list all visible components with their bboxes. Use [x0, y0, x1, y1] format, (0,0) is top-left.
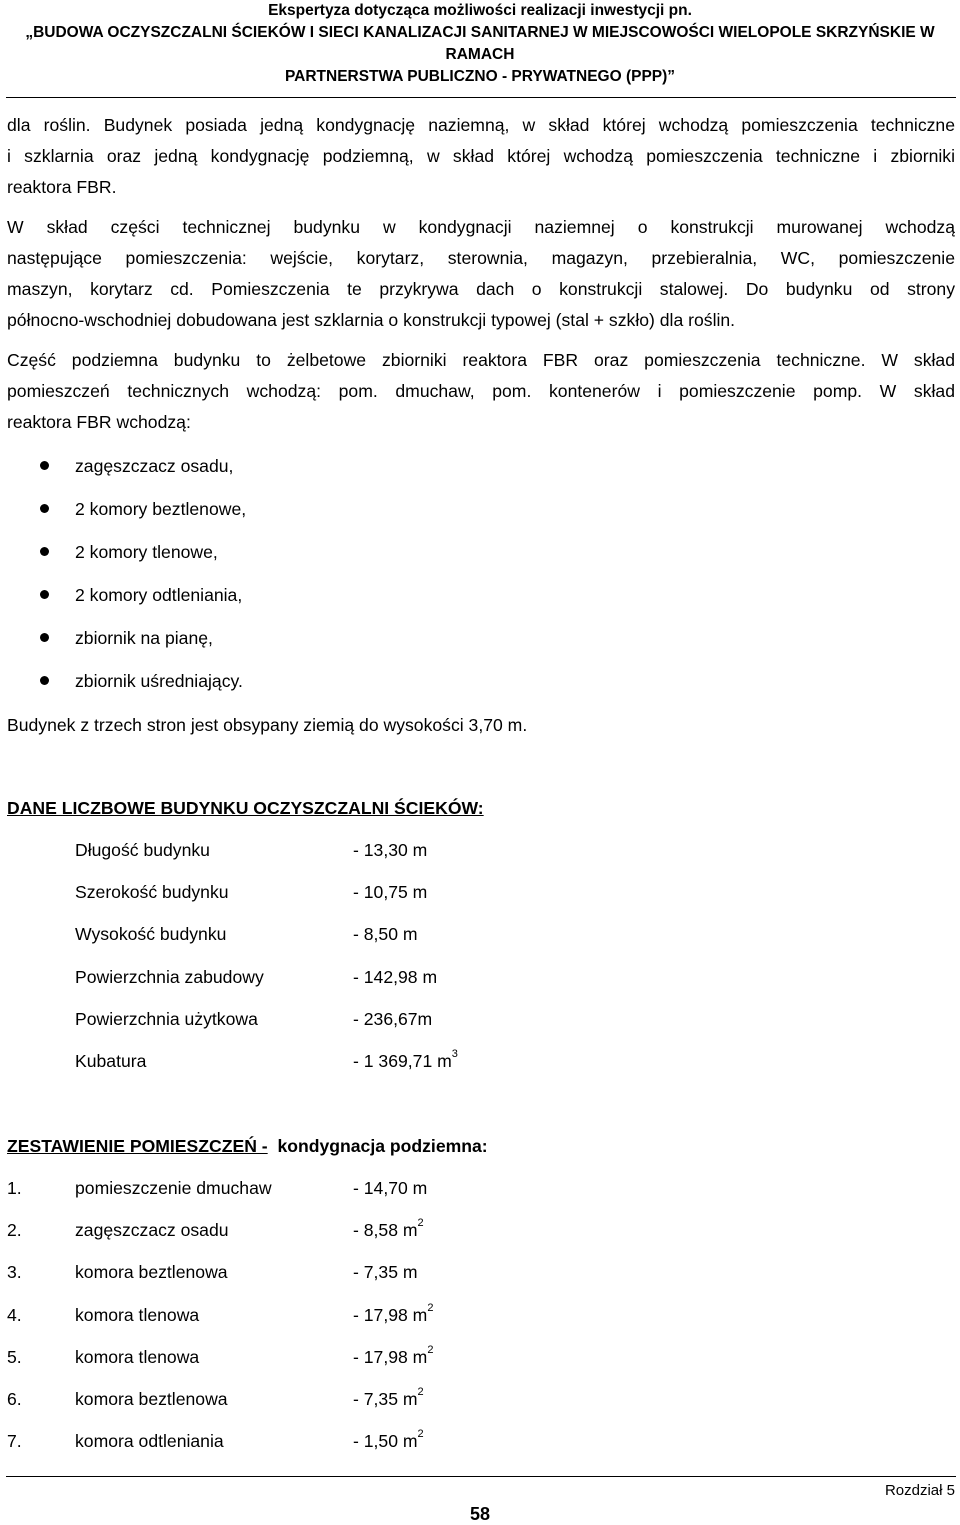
row-number: 1. [7, 1178, 22, 1198]
data-value: - 142,98 m [353, 966, 438, 987]
footer-divider [6, 1476, 956, 1477]
row-number: 2. [7, 1220, 22, 1241]
row-number: 3. [7, 1262, 22, 1283]
section-title-building-data: DANE LICZBOWE BUDYNKU OCZYSZCZALNI ŚCIEKÓW: [7, 798, 484, 818]
paragraph-2 [7, 212, 955, 336]
row-number: 7. [7, 1431, 22, 1452]
list-item-text: 2 komory odtleniania, [75, 585, 243, 605]
row-value: - 1,50 $m^2$ [353, 1428, 424, 1452]
row-value: - 7,35 m [353, 1262, 418, 1283]
row-value: - 8,58 $m^2$ [353, 1217, 424, 1241]
list-item-text: zbiornik na pianę, [75, 628, 213, 648]
text-line: Budynek z trzech stron jest obsypany ziemią do wysokości 3,70 m. [7, 715, 528, 735]
row-label: zagęszczacz osadu [75, 1220, 229, 1241]
section-title-part-a: ZESTAWIENIE POMIESZCZEŃ - [7, 1136, 268, 1156]
bullet-icon [40, 590, 49, 599]
document-header [0, 0, 960, 88]
data-label: Kubatura [75, 1050, 147, 1071]
text-line: reaktora FBR. [7, 177, 117, 197]
page-number: 58 [469, 1504, 491, 1524]
data-label: Powierzchnia użytkowa [75, 1008, 258, 1029]
paragraph-4 [7, 710, 955, 741]
data-label: Powierzchnia zabudowy [75, 966, 264, 987]
data-label: Długość budynku [75, 840, 210, 860]
list-item-text: 2 komory tlenowe, [75, 542, 218, 562]
data-value: - 236,67m [353, 1008, 433, 1029]
header-line-1: Ekspertyza dotycząca możliwości realizacji inwestycji pn. [268, 2, 692, 19]
paragraph-1 [7, 110, 955, 203]
section-title-rooms [7, 1136, 488, 1157]
list-item-text: zbiornik uśredniający. [75, 671, 243, 691]
text-line: dla roślin. Budynek posiada jedną kondygnację naziemną, w skład której wchodzą pomieszczenia techniczne [7, 115, 955, 135]
data-label: Wysokość budynku [75, 924, 227, 945]
list-item-text: zagęszczacz osadu, [75, 456, 234, 476]
bullet-icon [40, 461, 49, 470]
data-value: - 1 369,71 $m^3$ [353, 1048, 458, 1071]
text-line: północno-wschodniej dobudowana jest szklarnia o konstrukcji typowej (stal + szkło) dla roślin. [7, 310, 736, 330]
text-line: maszyn, korytarz cd. Pomieszczenia te przykrywa dach o konstrukcji stalowej. Do budynku od strony [7, 279, 955, 299]
row-label: komora tlenowa [75, 1304, 200, 1325]
bullet-icon [40, 633, 49, 642]
row-value: - 17,98 $m^2$ [353, 1343, 434, 1367]
bullet-icon [40, 676, 49, 685]
row-label: pomieszczenie dmuchaw [75, 1178, 272, 1198]
data-value: - 10,75 m [353, 882, 428, 903]
row-number: 4. [7, 1304, 22, 1325]
section-title-part-b: kondygnacja podziemna: [277, 1136, 488, 1156]
row-label: komora odtleniania [75, 1431, 224, 1452]
row-value: - 14,70 m [353, 1178, 428, 1198]
list-item-text: 2 komory beztlenowe, [75, 499, 247, 519]
data-label: Szerokość budynku [75, 882, 229, 903]
bullet-icon [40, 547, 49, 556]
text-line: i szklarnia oraz jedną kondygnację podziemną, w skład której wchodzą pomieszczenia techniczne i zbiorniki [7, 146, 955, 166]
text-line: pomieszczeń technicznych wchodzą: pom. dmuchaw, pom. kontenerów i pomieszczenie pomp. W skład [7, 381, 955, 401]
text-line: W skład części technicznej budynku w kondygnacji naziemnej o konstrukcji murowanej wchodzą [7, 217, 955, 237]
row-value: - 7,35 $m^2$ [353, 1386, 424, 1409]
header-line-2: „BUDOWA OCZYSZCZALNI ŚCIEKÓW I SIECI KANALIZACJI SANITARNEJ W MIEJSCOWOŚCI WIELOPOLE SKRZYŃSKIE W RAMACH [25, 24, 935, 63]
data-value: - 13,30 m [353, 840, 428, 860]
row-label: komora beztlenowa [75, 1262, 228, 1283]
bullet-icon [40, 504, 49, 513]
text-line: następujące pomieszczenia: wejście, korytarz, sterownia, magazyn, przebieralnia, WC, pomieszczenie [7, 248, 955, 268]
text-line: Część podziemna budynku to żelbetowe zbiorniki reaktora FBR oraz pomieszczenia techniczne. W skład [7, 350, 955, 370]
row-label: komora tlenowa [75, 1346, 200, 1367]
row-label: komora beztlenowa [75, 1388, 228, 1409]
header-divider [6, 97, 956, 98]
row-value: - 17,98 $m^2$ [353, 1301, 434, 1325]
row-number: 5. [7, 1346, 22, 1367]
row-number: 6. [7, 1388, 22, 1409]
chapter-label: Rozdział 5 [884, 1482, 955, 1499]
paragraph-3 [7, 345, 955, 438]
text-line: reaktora FBR wchodzą: [7, 412, 191, 432]
header-line-3: PARTNERSTWA PUBLICZNO - PRYWATNEGO (PPP)” [284, 68, 676, 85]
data-value: - 8,50 m [353, 924, 418, 945]
